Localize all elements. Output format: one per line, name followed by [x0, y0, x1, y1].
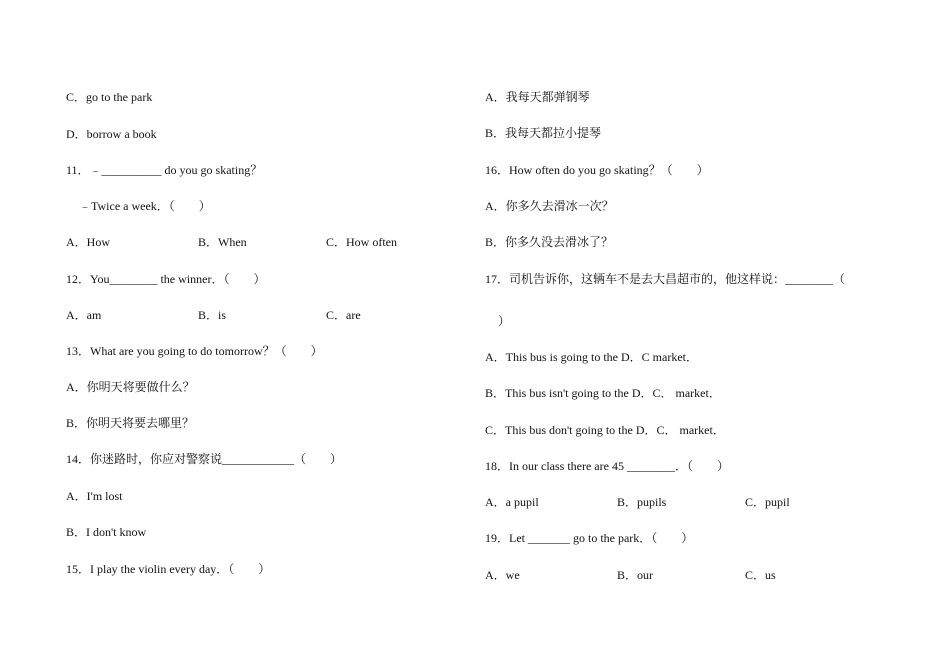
- q19-option-c: C．us: [745, 568, 776, 582]
- left-column: [66, 0, 506, 671]
- q17-option-a: A．This bus is going to the D．C market．: [485, 350, 698, 364]
- q14-option-b: B．I don't know: [66, 525, 147, 539]
- q18-option-b: B．pupils: [617, 495, 667, 509]
- right-column: [485, 0, 895, 671]
- q12-option-b: B．is: [198, 308, 227, 322]
- q19-option-a: A．we: [485, 568, 520, 582]
- q16-option-b: B．你多久没去滑冰了？: [485, 235, 614, 249]
- q17-option-b: B．This bus isn't going to the D．C． market．: [485, 386, 721, 400]
- q18-option-c: C．pupil: [745, 495, 790, 509]
- q11-option-c: C．How often: [326, 235, 397, 249]
- q15-option-b: B．我每天都拉小提琴: [485, 126, 602, 140]
- q17-option-c: C．This bus don't going to the D．C． market．: [485, 423, 725, 437]
- q13-option-a: A．你明天将要做什么？: [66, 380, 195, 394]
- q10-option-d: D．borrow a book: [66, 127, 157, 141]
- q15-option-a: A．我每天都弹钢琴: [485, 90, 590, 104]
- q18-question: 18．In our class there are 45 ________．（ ）: [485, 459, 729, 473]
- q19-question: 19．Let _______ go to the park．（ ）: [485, 531, 694, 545]
- q12-option-c: C．are: [326, 308, 361, 322]
- q11-option-a: A．How: [66, 235, 110, 249]
- q11-answer-line: ﹣Twice a week．（ ）: [79, 199, 211, 213]
- q10-option-c: C．go to the park: [66, 90, 153, 104]
- q13-option-b: B．你明天将要去哪里？: [66, 416, 195, 430]
- q17-question-continued: ）: [498, 314, 511, 328]
- q14-question: 14．你迷路时，你应对警察说____________（ ）: [66, 452, 343, 466]
- q16-option-a: A．你多久去滑冰一次？: [485, 199, 614, 213]
- q11-question: 11．﹣__________ do you go skating？: [66, 163, 263, 177]
- q17-question: 17．司机告诉你，这辆车不是去大昌超市的，他这样说：________（: [485, 272, 846, 286]
- q15-question: 15．I play the violin every day．（ ）: [66, 562, 271, 576]
- q14-option-a: A．I'm lost: [66, 489, 123, 503]
- q12-question: 12．You________ the winner．（ ）: [66, 272, 266, 286]
- q19-option-b: B．our: [617, 568, 654, 582]
- q13-question: 13．What are you going to do tomorrow？（ ）: [66, 344, 323, 358]
- q16-question: 16．How often do you go skating？（ ）: [485, 163, 709, 177]
- q11-option-b: B．When: [198, 235, 247, 249]
- q18-option-a: A．a pupil: [485, 495, 539, 509]
- q12-option-a: A．am: [66, 308, 102, 322]
